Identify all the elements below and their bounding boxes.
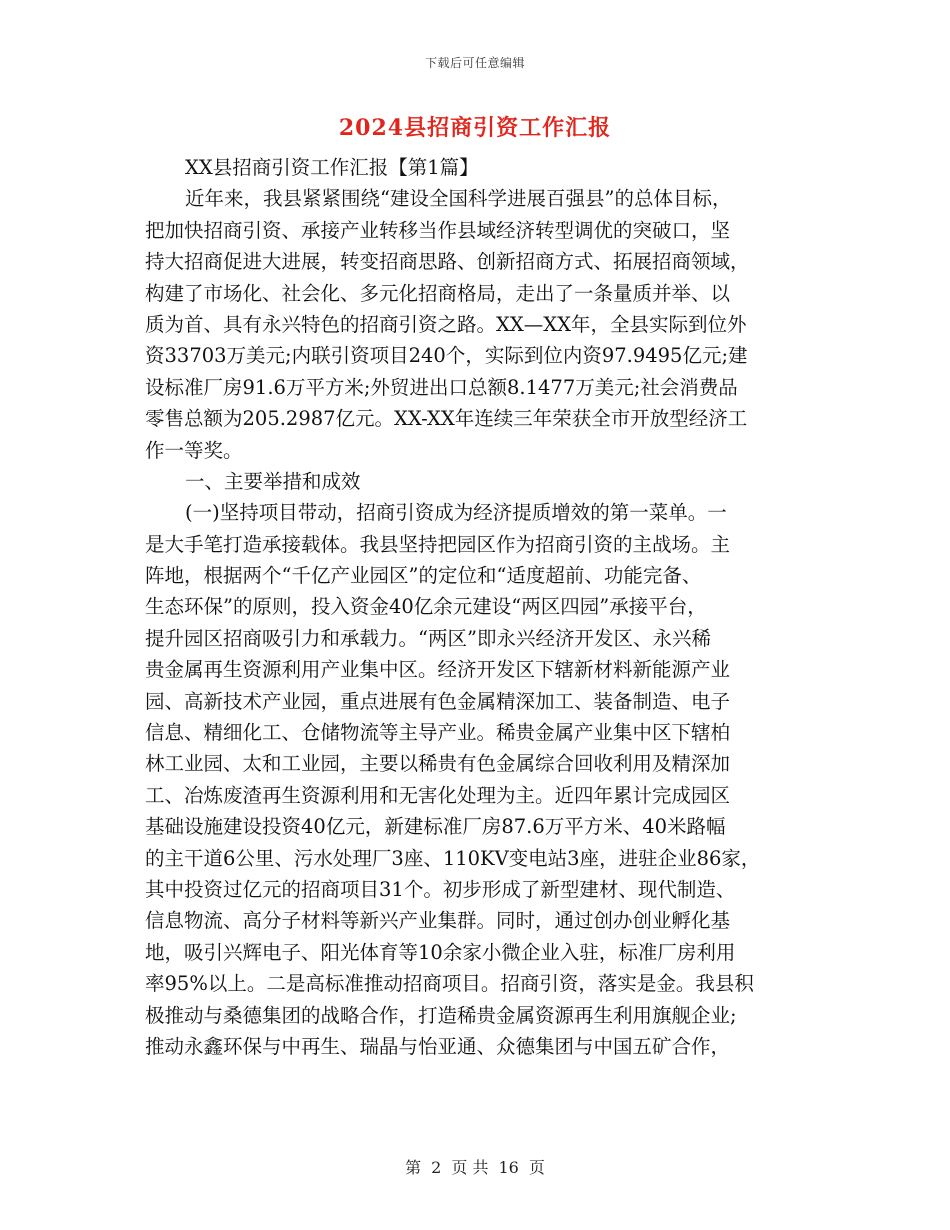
paragraph-line: 其中投资过亿元的招商项目31个。初步形成了新型建材、现代制造、: [145, 877, 736, 901]
paragraph-line: 作一等奖。: [145, 438, 243, 462]
section-heading: 一、主要举措和成效: [185, 469, 361, 493]
paragraph-line: 资33703万美元;内联引资项目240个，实际到位内资97.9495亿元;建: [145, 344, 748, 368]
footer-prefix: 第: [405, 1158, 422, 1177]
paragraph-line: 质为首、具有永兴特色的招商引资之路。XX—XX年，全县实际到位外: [145, 312, 747, 336]
paragraph-line: 林工业园、太和工业园，主要以稀贵有色金属综合回收利用及精深加: [145, 752, 731, 776]
page-footer: [0, 1155, 950, 1178]
paragraph-line: 阵地，根据两个“千亿产业园区”的定位和“适度超前、功能完备、: [145, 564, 702, 588]
document-title: 2024县招商引资工作汇报: [338, 115, 612, 141]
paragraph-line: 信息物流、高分子材料等新兴产业集群。同时，通过创办创业孵化基: [145, 909, 731, 933]
paragraph-line: 生态环保”的原则，投入资金40亿余元建设“两区四园”承接平台，: [145, 595, 707, 619]
paragraph-line: 园、高新技术产业园，重点进展有色金属精深加工、装备制造、电子: [145, 689, 731, 713]
paragraph-line: (一)坚持项目带动，招商引资成为经济提质增效的第一菜单。一: [185, 501, 727, 525]
paragraph-line: 极推动与桑德集团的战略合作，打造稀贵金属资源再生利用旗舰企业;: [145, 1003, 737, 1027]
paragraph-line: 零售总额为205.2987亿元。XX-XX年连续三年荣获全市开放型经济工: [145, 407, 748, 431]
paragraph-line: 把加快招商引资、承接产业转移当作县域经济转型调优的突破口，坚: [145, 218, 731, 242]
paragraph-line: 提升园区招商吸引力和承载力。“两区”即永兴经济开发区、永兴稀: [145, 626, 711, 650]
paragraph-line: 推动永鑫环保与中再生、瑞晶与怡亚通、众德集团与中国五矿合作，: [145, 1034, 731, 1058]
paragraph-line: 的主干道6公里、污水处理厂3座、110KV变电站3座，进驻企业86家，: [145, 846, 761, 870]
paragraph-line: 信息、精细化工、仓储物流等主导产业。稀贵金属产业集中区下辖柏: [145, 721, 731, 745]
paragraph-line: XX县招商引资工作汇报【第1篇】: [185, 156, 479, 179]
paragraph-line: 地，吸引兴辉电子、阳光体育等10余家小微企业入驻，标准厂房利用: [145, 940, 736, 964]
footer-suffix: 页: [528, 1158, 545, 1177]
paragraph-line: 率95%以上。二是高标准推动招商项目。招商引资，落实是金。我县积: [145, 972, 754, 996]
current-page-number: 2: [431, 1158, 442, 1177]
paragraph-line: 基础设施建设投资40亿元，新建标准厂房87.6万平方米、40米路幅: [145, 815, 726, 839]
paragraph-line: 工、冶炼废渣再生资源利用和无害化处理为主。近四年累计完成园区: [145, 783, 731, 807]
paragraph-line: 持大招商促进大进展，转变招商思路、创新招商方式、拓展招商领域，: [145, 250, 750, 274]
header-note: 下载后可任意编辑: [424, 56, 525, 70]
document-body: [145, 152, 825, 1062]
paragraph-line: 近年来，我县紧紧围绕“建设全国科学进展百强县”的总体目标，: [185, 187, 732, 211]
paragraph-line: 构建了市场化、社会化、多元化招商格局，走出了一条量质并举、以: [145, 281, 731, 305]
footer-middle: 页 共: [451, 1158, 489, 1177]
paragraph-line: 贵金属再生资源利用产业集中区。经济开发区下辖新材料新能源产业: [145, 658, 731, 682]
total-pages-number: 16: [498, 1158, 519, 1177]
paragraph-line: 设标准厂房91.6万平方米;外贸进出口总额8.1477万美元;社会消费品: [145, 375, 738, 399]
paragraph-line: 是大手笔打造承接载体。我县坚持把园区作为招商引资的主战场。主: [145, 532, 731, 556]
